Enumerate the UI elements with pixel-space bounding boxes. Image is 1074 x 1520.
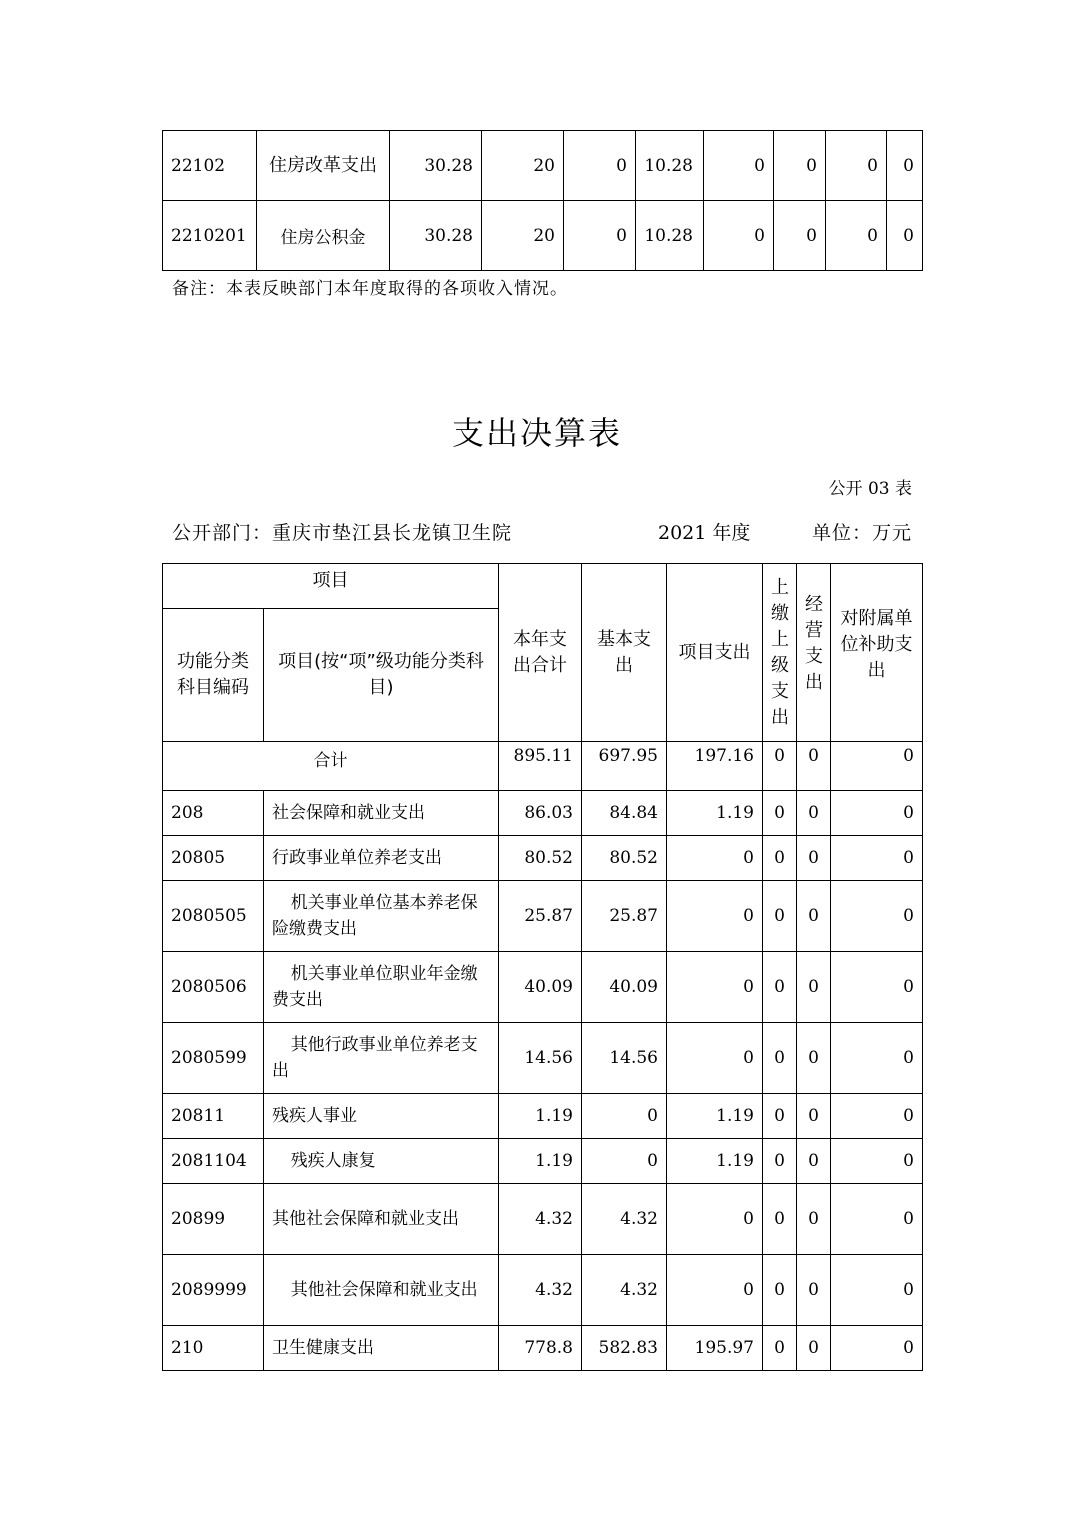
- cell-value: 0: [797, 952, 831, 1023]
- header-func-name: 项目(按“项”级功能分类科目): [264, 609, 499, 742]
- cell-value: 0: [667, 952, 763, 1023]
- cell-value: 4.32: [582, 1255, 667, 1326]
- cell-value: 0: [831, 742, 923, 791]
- cell-value: 0: [797, 1326, 831, 1371]
- cell-value: 0: [704, 201, 774, 271]
- cell-value: 0: [831, 952, 923, 1023]
- cell-name: 其他社会保障和就业支出: [264, 1255, 499, 1326]
- table-row: [163, 791, 923, 836]
- cell-value: 0: [667, 881, 763, 952]
- cell-name: 残疾人事业: [264, 1094, 499, 1139]
- cell-value: 0: [797, 1023, 831, 1094]
- cell-name: 其他行政事业单位养老支出: [264, 1023, 499, 1094]
- cell-code: 20805: [163, 836, 264, 881]
- cell-value: 778.8: [499, 1326, 582, 1371]
- cell-code: 22102: [163, 131, 257, 201]
- cell-value: 582.83: [582, 1326, 667, 1371]
- cell-value: 30.28: [390, 131, 482, 201]
- cell-value: 0: [763, 1184, 797, 1255]
- table-row: [163, 836, 923, 881]
- expenditure-table: [162, 563, 923, 1371]
- table-row: [163, 881, 923, 952]
- cell-value: 25.87: [499, 881, 582, 952]
- cell-value: 1.19: [667, 1139, 763, 1184]
- cell-value: 0: [831, 1094, 923, 1139]
- cell-code: 210: [163, 1326, 264, 1371]
- cell-name: 社会保障和就业支出: [264, 791, 499, 836]
- cell-value: 0: [667, 836, 763, 881]
- unit-label: 单位：万元: [811, 522, 912, 544]
- cell-code: 2089999: [163, 1255, 264, 1326]
- header-project: 项目: [163, 564, 499, 609]
- cell-value: 0: [831, 1326, 923, 1371]
- cell-name: 卫生健康支出: [264, 1326, 499, 1371]
- cell-value: 1.19: [667, 1094, 763, 1139]
- header-upper: 上缴上级支出: [763, 564, 797, 742]
- cell-value: 0: [826, 131, 887, 201]
- cell-value: 4.32: [499, 1255, 582, 1326]
- cell-value: 20: [482, 131, 564, 201]
- cell-value: 0: [797, 836, 831, 881]
- cell-value: 0: [774, 201, 826, 271]
- cell-value: 0: [887, 201, 923, 271]
- table-row: [163, 1094, 923, 1139]
- cell-value: 0: [774, 131, 826, 201]
- table-code: 公开 03 表: [828, 479, 912, 499]
- cell-value: 0: [831, 791, 923, 836]
- table-row: [163, 201, 923, 271]
- cell-value: 0: [582, 1094, 667, 1139]
- cell-value: 25.87: [582, 881, 667, 952]
- cell-value: 0: [667, 1023, 763, 1094]
- cell-value: 40.09: [499, 952, 582, 1023]
- cell-value: 10.28: [636, 201, 704, 271]
- cell-code: 20899: [163, 1184, 264, 1255]
- total-label: 合计: [163, 742, 499, 791]
- cell-name: 机关事业单位职业年金缴费支出: [264, 952, 499, 1023]
- cell-code: 20811: [163, 1094, 264, 1139]
- cell-value: 0: [831, 1023, 923, 1094]
- table-row: [163, 1184, 923, 1255]
- cell-name: 行政事业单位养老支出: [264, 836, 499, 881]
- cell-value: 0: [826, 201, 887, 271]
- page-title: 支出决算表: [451, 414, 622, 452]
- cell-code: 208: [163, 791, 264, 836]
- table-row: [163, 1255, 923, 1326]
- cell-code: 2210201: [163, 201, 257, 271]
- table-note: 备注：本表反映部门本年度取得的各项收入情况。: [172, 279, 568, 299]
- cell-value: 0: [763, 742, 797, 791]
- cell-value: 40.09: [582, 952, 667, 1023]
- cell-name: 残疾人康复: [264, 1139, 499, 1184]
- cell-value: 0: [831, 1255, 923, 1326]
- cell-value: 0: [667, 1184, 763, 1255]
- cell-value: 0: [797, 881, 831, 952]
- table-row: [163, 1326, 923, 1371]
- department-label: 公开部门：重庆市垫江县长龙镇卫生院: [172, 522, 513, 544]
- cell-value: 0: [763, 1255, 797, 1326]
- cell-value: 0: [763, 1094, 797, 1139]
- cell-value: 0: [797, 1139, 831, 1184]
- cell-value: 14.56: [499, 1023, 582, 1094]
- cell-value: 0: [667, 1255, 763, 1326]
- cell-value: 895.11: [499, 742, 582, 791]
- cell-value: 0: [831, 1184, 923, 1255]
- cell-code: 2080599: [163, 1023, 264, 1094]
- cell-value: 197.16: [667, 742, 763, 791]
- cell-value: 0: [564, 131, 636, 201]
- cell-value: 0: [797, 1255, 831, 1326]
- cell-name: 住房改革支出: [257, 131, 390, 201]
- cell-value: 0: [763, 952, 797, 1023]
- cell-value: 0: [704, 131, 774, 201]
- cell-value: 0: [797, 1184, 831, 1255]
- cell-value: 80.52: [582, 836, 667, 881]
- cell-value: 80.52: [499, 836, 582, 881]
- cell-value: 0: [582, 1139, 667, 1184]
- year-label: 2021 年度: [658, 522, 751, 544]
- cell-value: 0: [763, 1139, 797, 1184]
- header-subsidy: 对附属单位补助支出: [831, 564, 923, 742]
- cell-value: 0: [831, 1139, 923, 1184]
- cell-code: 2080505: [163, 881, 264, 952]
- header-business: 经营支出: [797, 564, 831, 742]
- cell-code: 2080506: [163, 952, 264, 1023]
- table-row: [163, 131, 923, 201]
- header-total: 本年支出合计: [499, 564, 582, 742]
- cell-value: 0: [797, 791, 831, 836]
- cell-value: 20: [482, 201, 564, 271]
- cell-value: 0: [831, 836, 923, 881]
- cell-value: 0: [763, 791, 797, 836]
- cell-value: 1.19: [667, 791, 763, 836]
- header-project-expense: 项目支出: [667, 564, 763, 742]
- cell-name: 机关事业单位基本养老保险缴费支出: [264, 881, 499, 952]
- cell-value: 0: [797, 742, 831, 791]
- cell-value: 1.19: [499, 1139, 582, 1184]
- cell-value: 195.97: [667, 1326, 763, 1371]
- cell-value: 84.84: [582, 791, 667, 836]
- cell-value: 0: [763, 1023, 797, 1094]
- total-row: [163, 742, 923, 791]
- cell-value: 0: [763, 836, 797, 881]
- cell-code: 2081104: [163, 1139, 264, 1184]
- cell-value: 30.28: [390, 201, 482, 271]
- cell-name: 住房公积金: [257, 201, 390, 271]
- header-func-code: 功能分类科目编码: [163, 609, 264, 742]
- cell-value: 1.19: [499, 1094, 582, 1139]
- cell-value: 4.32: [499, 1184, 582, 1255]
- table-row: [163, 1023, 923, 1094]
- cell-value: 4.32: [582, 1184, 667, 1255]
- cell-value: 0: [887, 131, 923, 201]
- cell-value: 0: [564, 201, 636, 271]
- cell-value: 0: [763, 1326, 797, 1371]
- cell-value: 10.28: [636, 131, 704, 201]
- cell-value: 697.95: [582, 742, 667, 791]
- previous-table-continuation: [162, 130, 923, 271]
- cell-name: 其他社会保障和就业支出: [264, 1184, 499, 1255]
- cell-value: 0: [831, 881, 923, 952]
- cell-value: 0: [763, 881, 797, 952]
- header-row: [163, 564, 923, 609]
- table-row: [163, 1139, 923, 1184]
- cell-value: 0: [797, 1094, 831, 1139]
- cell-value: 14.56: [582, 1023, 667, 1094]
- table-row: [163, 952, 923, 1023]
- header-basic: 基本支出: [582, 564, 667, 742]
- cell-value: 86.03: [499, 791, 582, 836]
